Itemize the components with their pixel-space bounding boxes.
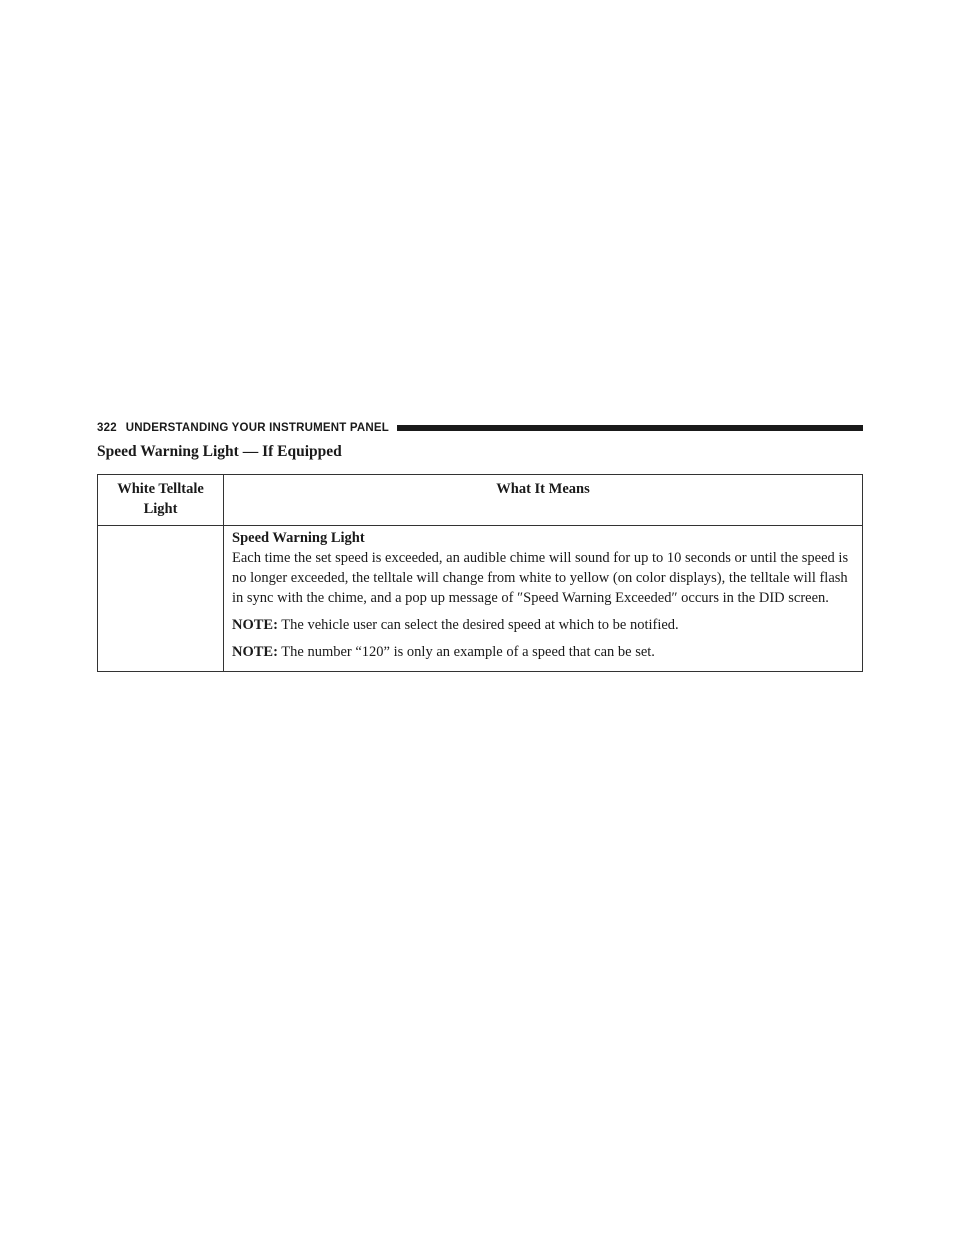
column-header-meaning: What It Means — [224, 475, 863, 526]
header-rule — [397, 425, 863, 431]
section-heading: Speed Warning Light — If Equipped — [97, 443, 342, 460]
telltale-icon-cell — [98, 526, 224, 672]
table-row — [98, 526, 863, 672]
telltale-table — [97, 474, 863, 672]
section-title: UNDERSTANDING YOUR INSTRUMENT PANEL — [125, 422, 389, 434]
note-label: NOTE: — [232, 644, 278, 660]
note-1 — [232, 615, 854, 635]
meaning-cell — [224, 526, 863, 672]
note-label: NOTE: — [232, 617, 278, 633]
note-2 — [232, 642, 854, 662]
speed-warning-telltale-icon — [98, 526, 223, 671]
page-number: 322 — [97, 422, 117, 434]
table-header-row — [98, 475, 863, 526]
column-header-telltale: White Telltale Light — [98, 475, 224, 526]
row-description: Each time the set speed is exceeded, an audible chime will sound for up to 10 seconds or until the speed is no longer exceeded, the telltale will change from white to yellow (on color displays), the telltale will flash in sync with the chime, and a pop up message of ″Speed Warning Exceeded″ occurs in the DID screen. — [232, 550, 849, 606]
note-text: The vehicle user can select the desired speed at which to be notified. — [277, 617, 679, 633]
row-title: Speed Warning Light — [232, 530, 365, 546]
page-header — [97, 420, 863, 436]
note-text: The number “120” is only an example of a speed that can be set. — [277, 644, 655, 660]
